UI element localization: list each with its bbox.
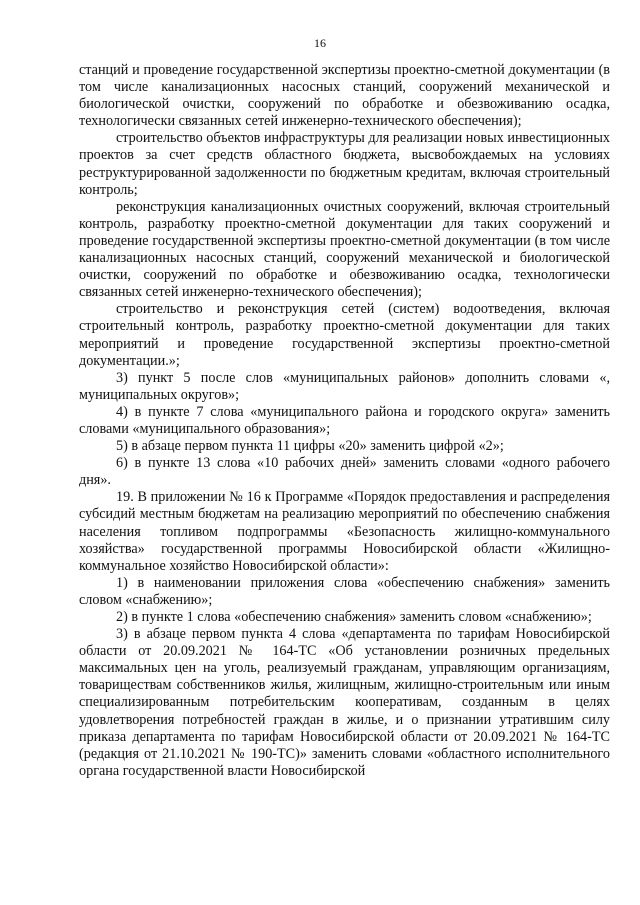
paragraph: реконструкция канализационных очистных сооружений, включая строительный контроль, разработку проектно-сметной документации для таких сооружений и проведение государственной экспертизы проектно-сметной документации (в том числе канализационных насосных станций, сооружений механической и биологической очистки, сооружений по обработке и обезвоживанию осадка, технологически связанных сетей инженерно-технического обеспечения); [79,198,610,301]
paragraph: 5) в абзаце первом пункта 11 цифры «20» заменить цифрой «2»; [116,438,504,455]
paragraph: 3) в абзаце первом пункта 4 слова «департамента по тарифам Новосибирской области от 20.09.2021 № 164-ТС «Об установлении розничных предельных максимальных цен на уголь, реализуемый гражданам, управляющим организациям, товариществам собственников жилья, жилищным, жилищно-строительным или иным специализированным потребительским кооперативам, созданным в целях удовлетворения потребностей граждан в жилье, и о признании утратившим силу приказа департамента по тарифам Новосибирской области от 20.09.2021 № 164-ТС (редакция от 21.10.2021 № 190-ТС)» заменить словами «областного исполнительного органа государственной власти Новосибирской [79,626,610,779]
paragraph: 2) в пункте 1 слова «обеспечению снабжения» заменить словом «снабжению»; [116,609,592,625]
paragraph: 6) в пункте 13 слова «10 рабочих дней» заменить словами «одного рабочего дня». [79,455,610,489]
paragraph: 1) в наименовании приложения слова «обеспечению снабжения» заменить словом «снабжению»; [79,574,610,608]
paragraph: 19. В приложении № 16 к Программе «Порядок предоставления и распределения субсидий местным бюджетам на реализацию мероприятий по обеспечению снабжения населения топливом подпрограммы «Безопасность жилищно-коммунального хозяйства» государственной программы Новосибирской области «Жилищно-коммунальное хозяйство Новосибирской области»: [79,489,610,574]
paragraph: 4) в пункте 7 слова «муниципального района и городского округа» заменить словами «муниципального образования»; [79,403,610,437]
paragraph: 3) пункт 5 после слов «муниципальных районов» дополнить словами «, муниципальных округов»; [79,369,610,403]
paragraph: строительство объектов инфраструктуры для реализации новых инвестиционных проектов за счет средств областного бюджета, высвобождаемых на условиях реструктурированной задолженности по бюджетным кредитам, включая строительный контроль; [79,130,610,198]
paragraph: строительство и реконструкция сетей (систем) водоотведения, включая строительный контроль, разработку проектно-сметной документации для таких мероприятий и проведение государственной экспертизы проектно-сметной документации.»; [79,301,610,369]
page-number: 16 [314,36,326,50]
paragraph: станций и проведение государственной экспертизы проектно-сметной документации (в том числе канализационных насосных станций, сооружений механической и биологической очистки, сооружений по обработке и обезвоживанию осадка, технологически связанных сетей инженерно-технического обеспечения); [79,62,610,130]
document-body [79,62,610,780]
